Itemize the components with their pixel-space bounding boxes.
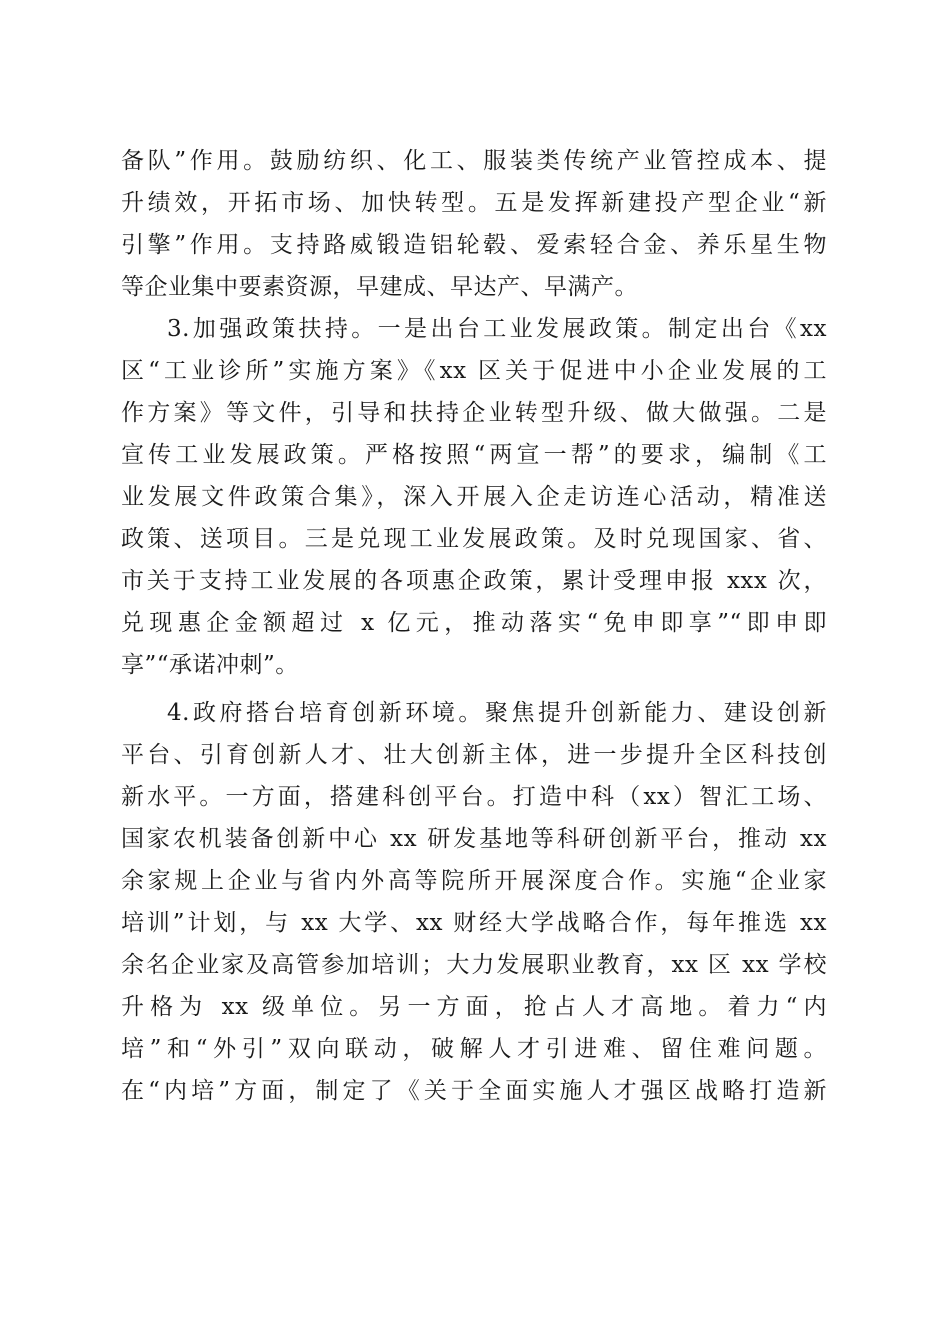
text-line: 享”“承诺冲刺”。 (121, 652, 299, 678)
text-line: 3.加强政策扶持。一是出台工业发展政策。制定出台《xx (167, 316, 827, 342)
text-line: 政策、送项目。三是兑现工业发展政策。及时兑现国家、省、 (121, 526, 827, 552)
text-line: 升绩效，开拓市场、加快转型。五是发挥新建投产型企业“新 (121, 190, 827, 216)
text-line: 余家规上企业与省内外高等院所开展深度合作。实施“企业家 (121, 868, 827, 894)
paragraph-2 (121, 308, 827, 686)
text-line: 培”和“外引”双向联动，破解人才引进难、留住难问题。 (121, 1036, 827, 1062)
body-text (121, 140, 827, 1112)
text-line: 国家农机装备创新中心 xx 研发基地等科研创新平台，推动 xx (121, 826, 827, 852)
text-line: 宣传工业发展政策。严格按照“两宣一帮”的要求，编制《工 (121, 442, 827, 468)
paragraph-1 (121, 140, 827, 308)
text-line: 新水平。一方面，搭建科创平台。打造中科（xx）智汇工场、 (121, 784, 827, 810)
text-line: 等企业集中要素资源，早建成、早达产、早满产。 (121, 274, 638, 300)
text-line: 作方案》等文件，引导和扶持企业转型升级、做大做强。二是 (121, 400, 827, 426)
text-line: 业发展文件政策合集》，深入开展入企走访连心活动，精准送 (121, 484, 827, 510)
text-line: 区“工业诊所”实施方案》《xx 区关于促进中小企业发展的工 (121, 358, 827, 384)
text-line: 引擎”作用。支持路威锻造铝轮毂、爱索轻合金、养乐星生物 (121, 232, 827, 258)
text-line: 市关于支持工业发展的各项惠企政策，累计受理申报 xxx 次， (121, 568, 827, 594)
text-line: 升格为 xx 级单位。另一方面，抢占人才高地。着力“内 (121, 994, 827, 1020)
text-line: 平台、引育创新人才、壮大创新主体，进一步提升全区科技创 (121, 742, 827, 768)
text-line: 兑现惠企金额超过 x 亿元，推动落实“免申即享”“即申即 (121, 610, 827, 636)
text-line: 在“内培”方面，制定了《关于全面实施人才强区战略打造新 (121, 1078, 827, 1104)
text-line: 备队”作用。鼓励纺织、化工、服装类传统产业管控成本、提 (121, 148, 827, 174)
paragraph-3 (121, 692, 827, 1112)
text-line: 4.政府搭台培育创新环境。聚焦提升创新能力、建设创新 (167, 700, 827, 726)
text-line: 培训”计划，与 xx 大学、xx 财经大学战略合作，每年推选 xx (121, 910, 827, 936)
text-line: 余名企业家及高管参加培训；大力发展职业教育，xx 区 xx 学校 (121, 952, 827, 978)
